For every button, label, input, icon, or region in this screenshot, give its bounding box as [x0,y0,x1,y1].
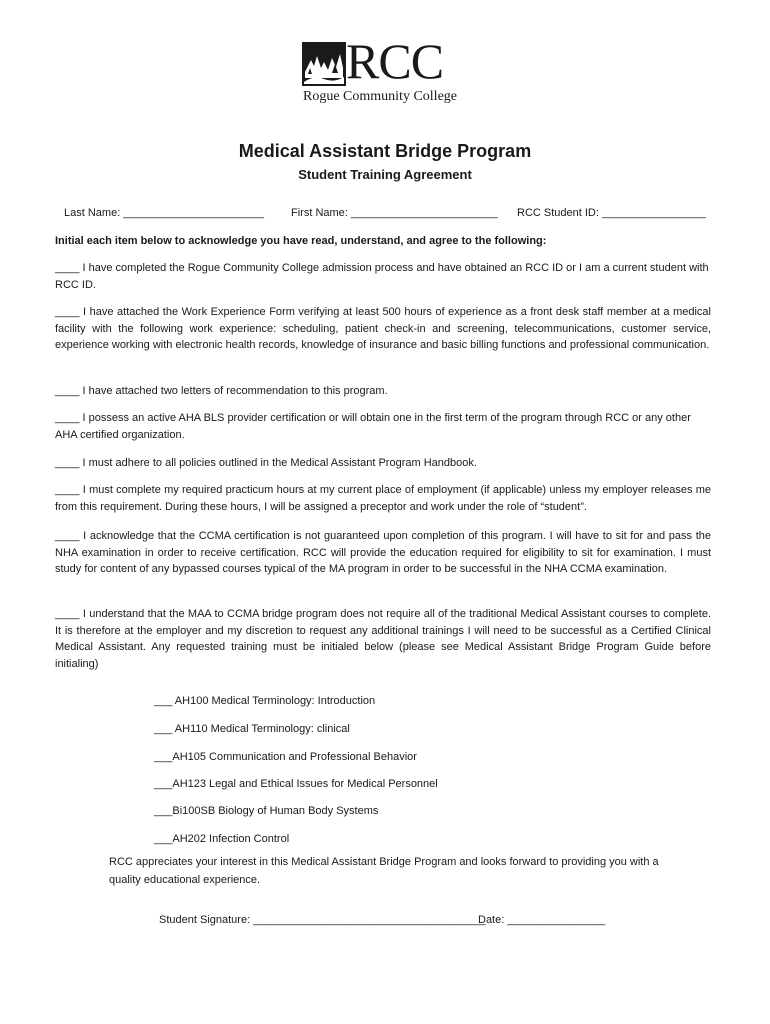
rcc-logo [302,33,472,108]
agreement-item-practicum: ____ I must complete my required practicum hours at my current place of employment (if applicable) unless my employer releases me from this requirement. During these hours, I will be assigned a preceptor and work under the role of “student”. [55,484,711,513]
agreement-item-bridge: ____ I understand that the MAA to CCMA bridge program does not require all of the traditional Medical Assistant courses to complete. It is therefore at the employer and my discretion to request any additional trainings I will need to be successful as a Certified Clinical Medical Assistant. Any requested training must be initialed below (please see Medical Assistant Bridge Program Guide before initialing) [55,608,711,671]
date-field[interactable]: Date: ________________ [478,914,606,926]
course-ah100: ___ AH100 Medical Terminology: Introduction [154,695,376,707]
document-subtitle: Student Training Agreement [298,167,472,182]
course-ah105: ___AH105 Communication and Professional Behavior [154,751,417,763]
last-name-field[interactable]: Last Name: _______________________ [64,207,265,219]
agreement-item-recommendation: ____ I have attached two letters of recommendation to this program. [55,385,388,397]
closing-statement: RCC appreciates your interest in this Medical Assistant Bridge Program and looks forward to providing you with a quality educational experience. [109,856,659,886]
agreement-item-handbook: ____ I must adhere to all policies outlined in the Medical Assistant Program Handbook. [55,457,477,469]
document-title: Medical Assistant Bridge Program [238,141,532,161]
logo-college-name: Rogue Community College [303,89,457,104]
course-ah202: ___AH202 Infection Control [154,833,290,845]
agreement-item-bls: ____ I possess an active AHA BLS provider certification or will obtain one in the first term of the program through RCC or any other AHA certified organization. [55,412,691,441]
agreement-item-ccma: ____ I acknowledge that the CCMA certification is not guaranteed upon completion of this program. I will have to sit for and pass the NHA examination in order to receive certification. RCC will provide the education required for eligibility to sit for examination. I must study for content of any bypassed courses typical of the MA program in order to be successful in the NHA CCMA examination. [55,530,711,576]
first-name-field[interactable]: First Name: ________________________ [291,207,498,219]
agreement-item-work-experience: ____ I have attached the Work Experience Form verifying at least 500 hours of experience as a front desk staff member at a medical facility with the following work experience: scheduling, patient check-in and screening, telecommunications, customer service, experience working with electronic health records, knowledge of insurance and basic billing functions and professional communication. [55,306,711,352]
course-bi100sb: ___Bi100SB Biology of Human Body Systems [154,805,379,817]
instructions: Initial each item below to acknowledge you have read, understand, and agree to the following: [55,235,547,247]
student-signature-field[interactable]: Student Signature: ______________________________________ [159,914,486,926]
logo-wordmark: RCC [346,33,444,89]
student-id-field[interactable]: RCC Student ID: _________________ [517,207,706,219]
agreement-item-admission: ____ I have completed the Rogue Community College admission process and have obtained an RCC ID or I am a current student with RCC ID. [55,262,709,291]
course-ah110: ___ AH110 Medical Terminology: clinical [154,723,350,735]
tree-landscape-icon [302,42,346,86]
course-ah123: ___AH123 Legal and Ethical Issues for Medical Personnel [154,778,438,790]
